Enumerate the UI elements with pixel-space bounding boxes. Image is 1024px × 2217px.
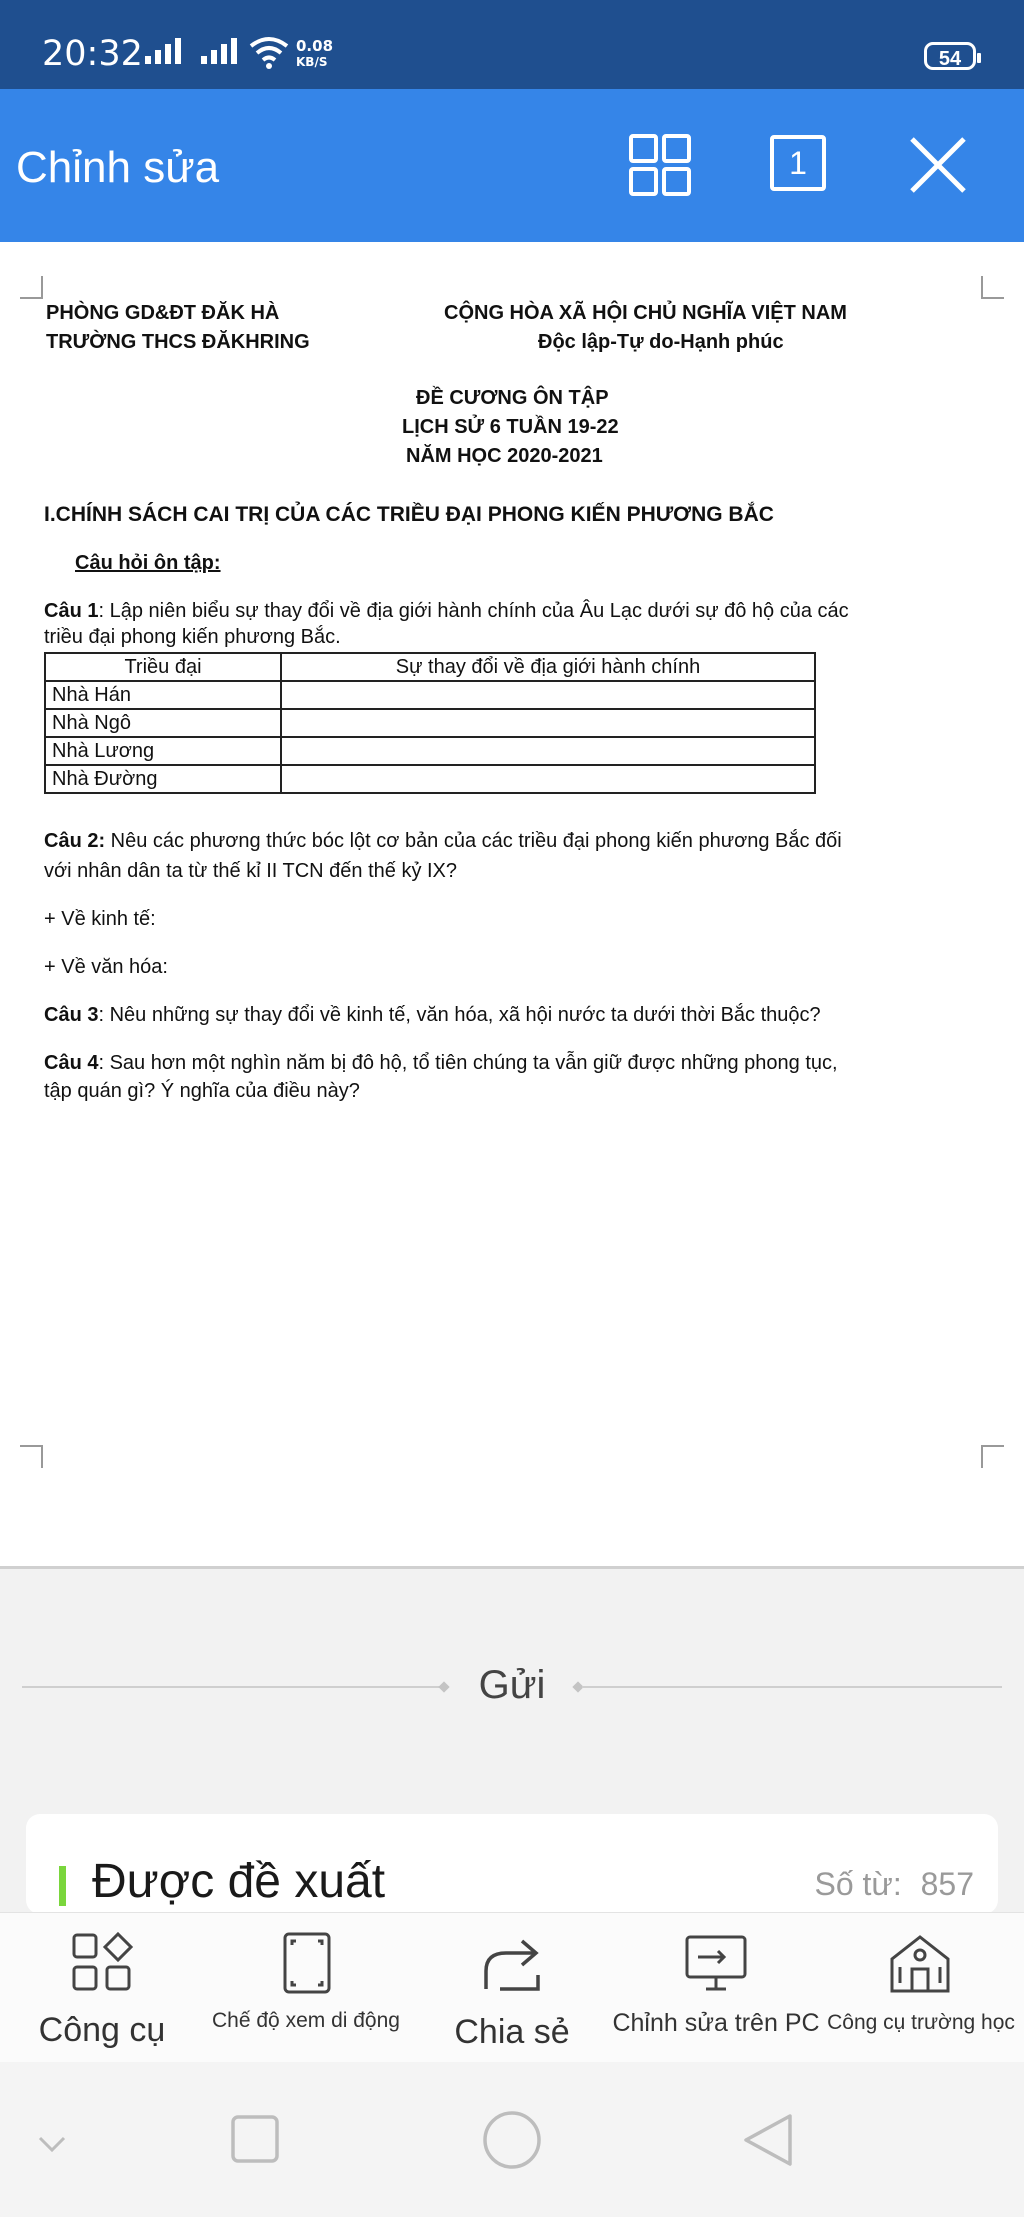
header-right-1: CỘNG HÒA XÃ HỘI CHỦ NGHĨA VIỆT NAM <box>444 302 847 324</box>
table-cell: Nhà Lương <box>45 737 281 765</box>
crop-mark-icon <box>980 1444 1004 1468</box>
app-bar <box>0 89 1024 242</box>
tools-button[interactable] <box>0 1913 204 2063</box>
bullet-culture: + Về văn hóa: <box>44 956 168 978</box>
table-cell: Nhà Ngô <box>45 709 281 737</box>
doc-title-1: ĐỀ CƯƠNG ÔN TẬP <box>416 387 609 409</box>
tools-icon <box>70 1931 134 1995</box>
net-speed-unit: KB/S <box>296 55 328 69</box>
home-icon[interactable] <box>482 2110 542 2170</box>
close-icon[interactable] <box>908 135 968 195</box>
table-row <box>45 709 815 737</box>
edit-pc-button[interactable] <box>612 1913 820 2063</box>
wifi-icon <box>248 34 290 70</box>
bullet-economy: + Về kinh tế: <box>44 908 156 930</box>
page-count-button[interactable] <box>770 135 826 191</box>
dynasty-table <box>44 652 816 794</box>
table-cell: Nhà Đường <box>45 765 281 793</box>
school-tools-label: Công cụ trường học <box>827 2011 1015 2034</box>
divider-line <box>582 1686 1002 1688</box>
doc-title-2: LỊCH SỬ 6 TUẦN 19-22 <box>402 416 619 438</box>
table-header: Triều đại <box>45 653 281 681</box>
q2-text-2: với nhân dân ta từ thế kỉ II TCN đến thế kỷ IX? <box>44 860 458 882</box>
recommended-card[interactable] <box>26 1814 998 1914</box>
header-left-2: TRƯỜNG THCS ĐĂKHRING <box>46 331 310 353</box>
recommended-title: Được đề xuất <box>92 1855 386 1908</box>
word-count-value: 857 <box>920 1866 974 1902</box>
section-heading: I.CHÍNH SÁCH CAI TRỊ CỦA CÁC TRIỀU ĐẠI PHONG KIẾN PHƯƠNG BẮC <box>44 503 774 526</box>
send-button[interactable]: Gửi <box>478 1663 546 1707</box>
review-label: Câu hỏi ôn tập: <box>75 552 221 574</box>
recent-apps-icon[interactable] <box>230 2114 280 2164</box>
battery-icon <box>924 42 976 70</box>
signal-2-icon <box>199 36 243 66</box>
net-speed-value: 0.08 <box>296 37 334 55</box>
share-icon <box>480 1931 544 1995</box>
net-speed <box>296 38 333 70</box>
q3-text: : Nêu những sự thay đổi về kinh tế, văn hóa, xã hội nước ta dưới thời Bắc thuộc? <box>98 1004 821 1026</box>
word-count <box>814 1866 974 1903</box>
table-row <box>45 765 815 793</box>
q2-label: Câu 2: <box>44 830 106 852</box>
table-row <box>45 737 815 765</box>
table-row <box>45 681 815 709</box>
accent-bar <box>59 1866 66 1906</box>
system-nav-bar <box>0 2062 1024 2217</box>
send-section <box>0 1567 1024 1817</box>
bottom-toolbar <box>0 1912 1024 2063</box>
document-page[interactable] <box>0 242 1024 1567</box>
status-bar <box>0 0 1024 89</box>
status-time: 20:32 <box>42 34 143 74</box>
header-right-2: Độc lập-Tự do-Hạnh phúc <box>538 331 784 353</box>
mobile-view-icon <box>282 1931 332 1995</box>
word-count-label: Số từ: <box>814 1866 902 1902</box>
share-button[interactable] <box>408 1913 616 2063</box>
tools-label: Công cụ <box>38 2011 166 2049</box>
school-icon <box>888 1931 952 1995</box>
school-tools-button[interactable] <box>818 1913 1024 2063</box>
q4-text: : Sau hơn một nghìn năm bị đô hộ, tổ tiên chúng ta vẫn giữ được những phong tục, <box>98 1052 838 1074</box>
battery-level: 54 <box>938 48 962 70</box>
signal-icon <box>143 36 187 66</box>
edit-pc-label: Chỉnh sửa trên PC <box>612 2009 820 2037</box>
q1-text: : Lập niên biểu sự thay đổi về địa giới hành chính của Âu Lạc dưới sự đô hộ của các <box>98 600 849 622</box>
header-left-1: PHÒNG GD&ĐT ĐĂK HÀ <box>46 302 280 324</box>
q4-text-2: tập quán gì? Ý nghĩa của điều này? <box>44 1080 360 1102</box>
share-label: Chia sẻ <box>454 2013 570 2051</box>
page-count-label: 1 <box>789 145 807 181</box>
desktop-icon <box>684 1931 748 1995</box>
page-title: Chỉnh sửa <box>16 143 220 192</box>
crop-mark-icon <box>980 276 1004 300</box>
crop-mark-icon <box>20 276 44 300</box>
q2-text: Nêu các phương thức bóc lột cơ bản của các triều đại phong kiến phương Bắc đối <box>105 830 842 852</box>
table-header: Sự thay đổi về địa giới hành chính <box>281 653 815 681</box>
mobile-view-button[interactable] <box>204 1913 408 2063</box>
back-icon[interactable] <box>740 2112 794 2168</box>
q3-label: Câu 3 <box>44 1004 99 1026</box>
q4-label: Câu 4 <box>44 1052 99 1074</box>
crop-mark-icon <box>20 1444 44 1468</box>
mobile-view-label: Chế độ xem di động <box>212 2009 400 2032</box>
grid-icon[interactable] <box>628 133 692 197</box>
q1-text-2: triều đại phong kiến phương Bắc. <box>44 626 341 648</box>
table-cell: Nhà Hán <box>45 681 281 709</box>
doc-title-3: NĂM HỌC 2020-2021 <box>406 445 603 467</box>
q1-label: Câu 1 <box>44 600 99 622</box>
chevron-down-icon[interactable] <box>36 2134 68 2154</box>
